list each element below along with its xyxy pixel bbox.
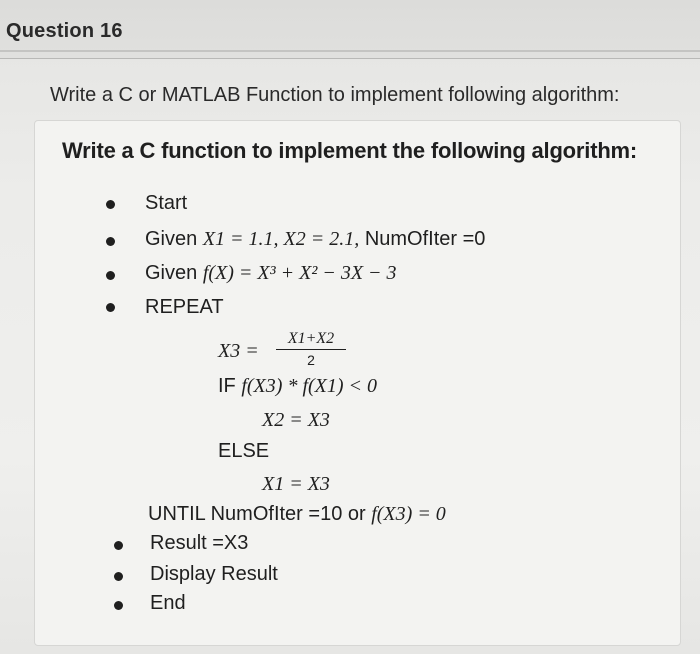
- step-given-x-suffix: NumOfIter =0: [364, 228, 486, 250]
- x3-fraction-denominator: 2: [307, 352, 315, 368]
- step-until-prefix: UNTIL NumOfIter =10 or: [148, 503, 366, 525]
- bullet-icon: [106, 271, 115, 280]
- question-title: Question 16: [6, 20, 123, 42]
- step-given-f-math: f(X) = X³ + X² − 3X − 3: [202, 262, 397, 284]
- step-given-x: [145, 228, 485, 251]
- step-if: [218, 375, 377, 398]
- bullet-icon: [106, 303, 115, 312]
- step-x3-lhs: X3 =: [218, 340, 259, 362]
- header-divider: [0, 50, 700, 52]
- step-then-assign: X2 = X3: [262, 409, 330, 431]
- step-given-x-prefix: Given: [145, 228, 198, 250]
- bullet-icon: [106, 237, 115, 246]
- step-until: [148, 503, 446, 526]
- algorithm-title: Write a C function to implement the following algorithm:: [62, 138, 638, 163]
- bullet-icon: [114, 541, 123, 550]
- x3-fraction-numerator: X1+X2: [276, 330, 346, 350]
- step-result: Result =X3: [150, 532, 249, 554]
- step-given-f: [145, 262, 397, 285]
- step-given-x-math: X1 = 1.1, X2 = 2.1,: [202, 228, 360, 250]
- step-start: Start: [145, 192, 188, 214]
- step-if-prefix: IF: [218, 375, 236, 397]
- step-given-f-prefix: Given: [145, 262, 198, 284]
- step-else: ELSE: [218, 440, 270, 462]
- bullet-icon: [114, 572, 123, 581]
- bullet-icon: [114, 601, 123, 610]
- step-repeat: REPEAT: [145, 296, 224, 318]
- question-prompt: Write a C or MATLAB Function to implement following algorithm:: [50, 84, 620, 106]
- question-header: [0, 0, 700, 59]
- step-display: Display Result: [150, 563, 278, 585]
- step-until-math: f(X3) = 0: [371, 503, 446, 525]
- step-else-assign: X1 = X3: [262, 473, 330, 495]
- step-if-math: f(X3) * f(X1) < 0: [241, 375, 378, 397]
- x3-fraction: [276, 330, 346, 368]
- step-end: End: [150, 592, 186, 614]
- bullet-icon: [106, 200, 115, 209]
